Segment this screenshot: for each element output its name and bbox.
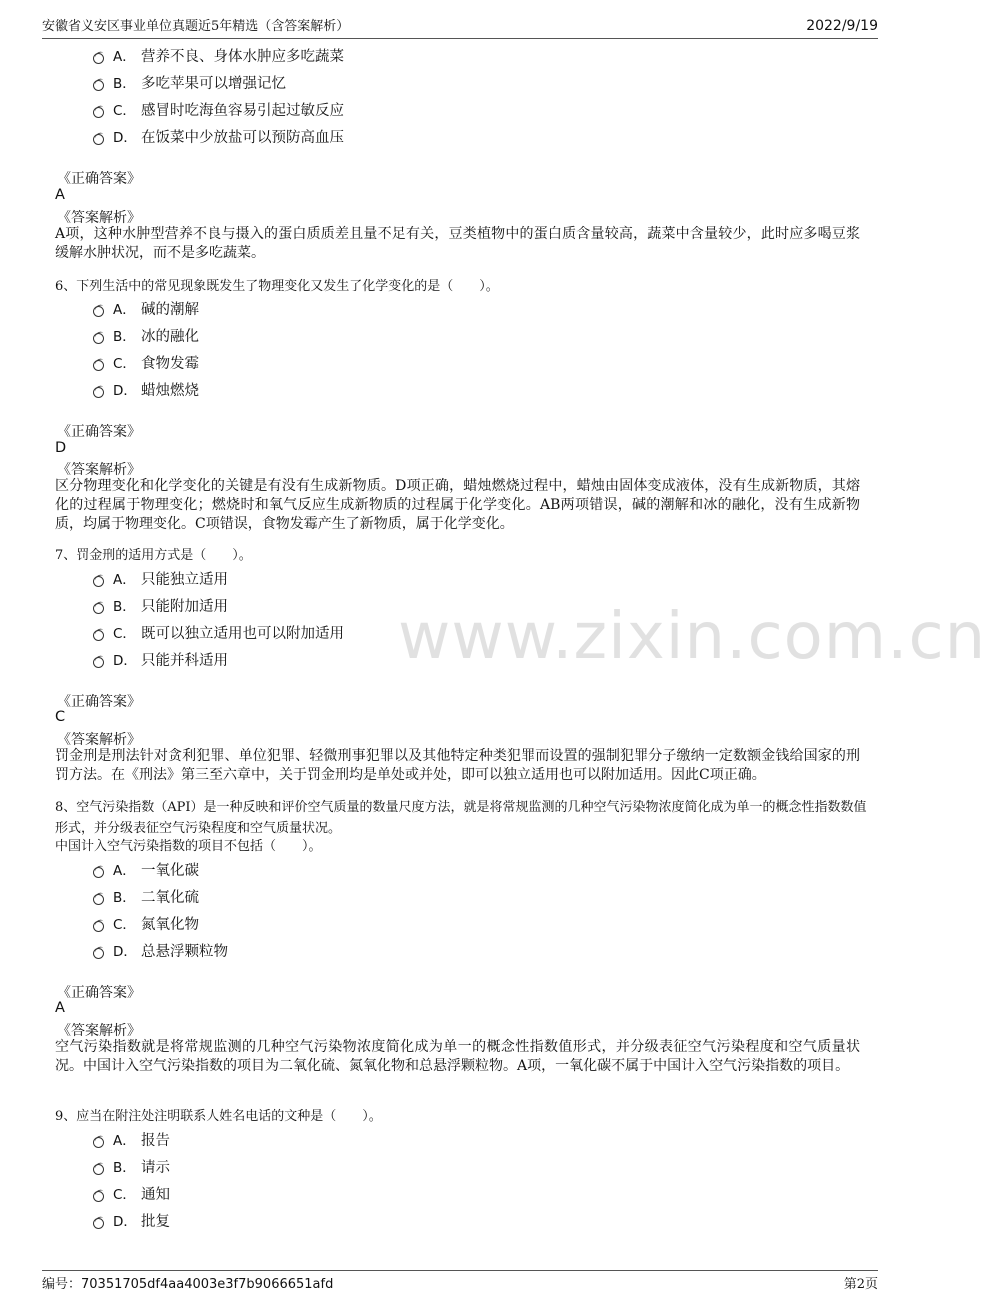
radio-icon[interactable] [93,80,104,91]
radio-icon[interactable] [93,576,104,587]
q9-question: 9、应当在附注处注明联系人姓名电话的文种是（ ）。 [55,1109,382,1124]
document-code: 编号：70351705df4aa4003e3f7b9066651afd [42,1277,334,1292]
radio-icon[interactable] [93,333,104,344]
page-footer [42,1270,878,1292]
q9-option-d[interactable]: D． 批复 [93,1210,170,1230]
q8-question: 8、空气污染指数（API）是一种反映和评价空气质量的数量尺度方法，就是将常规监测的几种空气污染物浓度简化成为单一的概念性指数数值形式，并分级表征空气污染程度和空气质量状况。 [55,800,867,836]
q7-answer: C [55,709,66,725]
q5-option-c[interactable]: C． 感冒时吃海鱼容易引起过敏反应 [93,99,344,119]
radio-icon[interactable] [93,948,104,959]
q6-analysis-label: 《答案解析》 [57,462,141,478]
watermark: www.zixin.com.cn [398,600,986,674]
q9-option-b[interactable]: B． 请示 [93,1156,170,1176]
radio-icon[interactable] [93,1191,104,1202]
q5-answer: A [55,187,65,203]
q8-option-b[interactable]: B． 二氧化硫 [93,886,199,906]
radio-icon[interactable] [93,306,104,317]
radio-icon[interactable] [93,387,104,398]
q7-analysis-label: 《答案解析》 [57,732,141,748]
q7-analysis: 罚金刑是刑法针对贪利犯罪、单位犯罪、轻微刑事犯罪以及其他特定种类犯罪而设置的强制犯罪分子缴纳一定数额金钱给国家的刑罚方法。在《刑法》第三至六章中，关于罚金刑均是单处或并处，即可以独立适用也可以附加适用。因此C项正确。 [55,748,860,783]
q8-option-a[interactable]: A． 一氧化碳 [93,859,199,879]
q8-question-2: 中国计入空气污染指数的项目不包括（ ）。 [55,839,322,854]
radio-icon[interactable] [93,360,104,371]
q6-option-d[interactable]: D． 蜡烛燃烧 [93,379,199,399]
q7-answer-label: 《正确答案》 [57,694,141,710]
q6-analysis: 区分物理变化和化学变化的关键是有没有生成新物质。D项正确，蜡烛燃烧过程中，蜡烛由固体变成液体，没有生成新物质，其熔化的过程属于物理变化；燃烧时和氧气反应生成新物质的过程属于化学变化。AB两项错误，碱的潮解和冰的融化，没有生成新物质，均属于物理变化。C项错误，食物发霉产生了新物质，属于化学变化。 [55,478,860,532]
radio-icon[interactable] [93,921,104,932]
q5-analysis: A项，这种水肿型营养不良与摄入的蛋白质质差且量不足有关，豆类植物中的蛋白质含量较高，蔬菜中含量较少，此时应多喝豆浆缓解水肿状况，而不是多吃蔬菜。 [55,226,860,261]
radio-icon[interactable] [93,1164,104,1175]
radio-icon[interactable] [93,134,104,145]
q6-answer-label: 《正确答案》 [57,424,141,440]
q6-option-a[interactable]: A． 碱的潮解 [93,298,199,318]
q6-option-c[interactable]: C． 食物发霉 [93,352,199,372]
page-number: 第2页 [843,1277,878,1292]
q5-answer-label: 《正确答案》 [57,171,141,187]
radio-icon[interactable] [93,1137,104,1148]
radio-icon[interactable] [93,867,104,878]
q7-option-d[interactable]: D． 只能并科适用 [93,649,228,669]
q7-option-c[interactable]: C． 既可以独立适用也可以附加适用 [93,622,344,642]
radio-icon[interactable] [93,107,104,118]
q8-option-d[interactable]: D． 总悬浮颗粒物 [93,940,228,960]
radio-icon[interactable] [93,894,104,905]
q9-option-a[interactable]: A． 报告 [93,1129,170,1149]
q8-answer-label: 《正确答案》 [57,985,141,1001]
q7-option-a[interactable]: A． 只能独立适用 [93,568,228,588]
q8-analysis: 空气污染指数就是将常规监测的几种空气污染物浓度简化成为单一的概念性指数值形式，并分级表征空气污染程度和空气质量状况。中国计入空气污染指数的项目为二氧化硫、氮氧化物和总悬浮颗粒物。A项，一氧化碳不属于中国计入空气污染指数的项目。 [55,1039,860,1074]
radio-icon[interactable] [93,1218,104,1229]
radio-icon[interactable] [93,657,104,668]
q7-question: 7、罚金刑的适用方式是（ ）。 [55,548,252,563]
q8-option-c[interactable]: C． 氮氧化物 [93,913,199,933]
q5-analysis-label: 《答案解析》 [57,210,141,226]
q6-answer: D [55,440,67,456]
q5-option-b[interactable]: B． 多吃苹果可以增强记忆 [93,72,286,92]
document-title: 安徽省义安区事业单位真题近5年精选（含答案解析） [42,19,350,34]
q8-analysis-label: 《答案解析》 [57,1023,141,1039]
q9-option-c[interactable]: C． 通知 [93,1183,170,1203]
q6-question: 6、下列生活中的常见现象既发生了物理变化又发生了化学变化的是（ ）。 [55,279,499,294]
radio-icon[interactable] [93,630,104,641]
page-header [42,12,878,39]
header-date: 2022/9/19 [806,18,878,34]
q7-option-b[interactable]: B． 只能附加适用 [93,595,228,615]
q8-answer: A [55,1000,65,1016]
q5-option-d[interactable]: D． 在饭菜中少放盐可以预防高血压 [93,126,344,146]
q6-option-b[interactable]: B． 冰的融化 [93,325,199,345]
radio-icon[interactable] [93,53,104,64]
q5-option-a[interactable]: A． 营养不良、身体水肿应多吃蔬菜 [93,45,344,65]
radio-icon[interactable] [93,603,104,614]
